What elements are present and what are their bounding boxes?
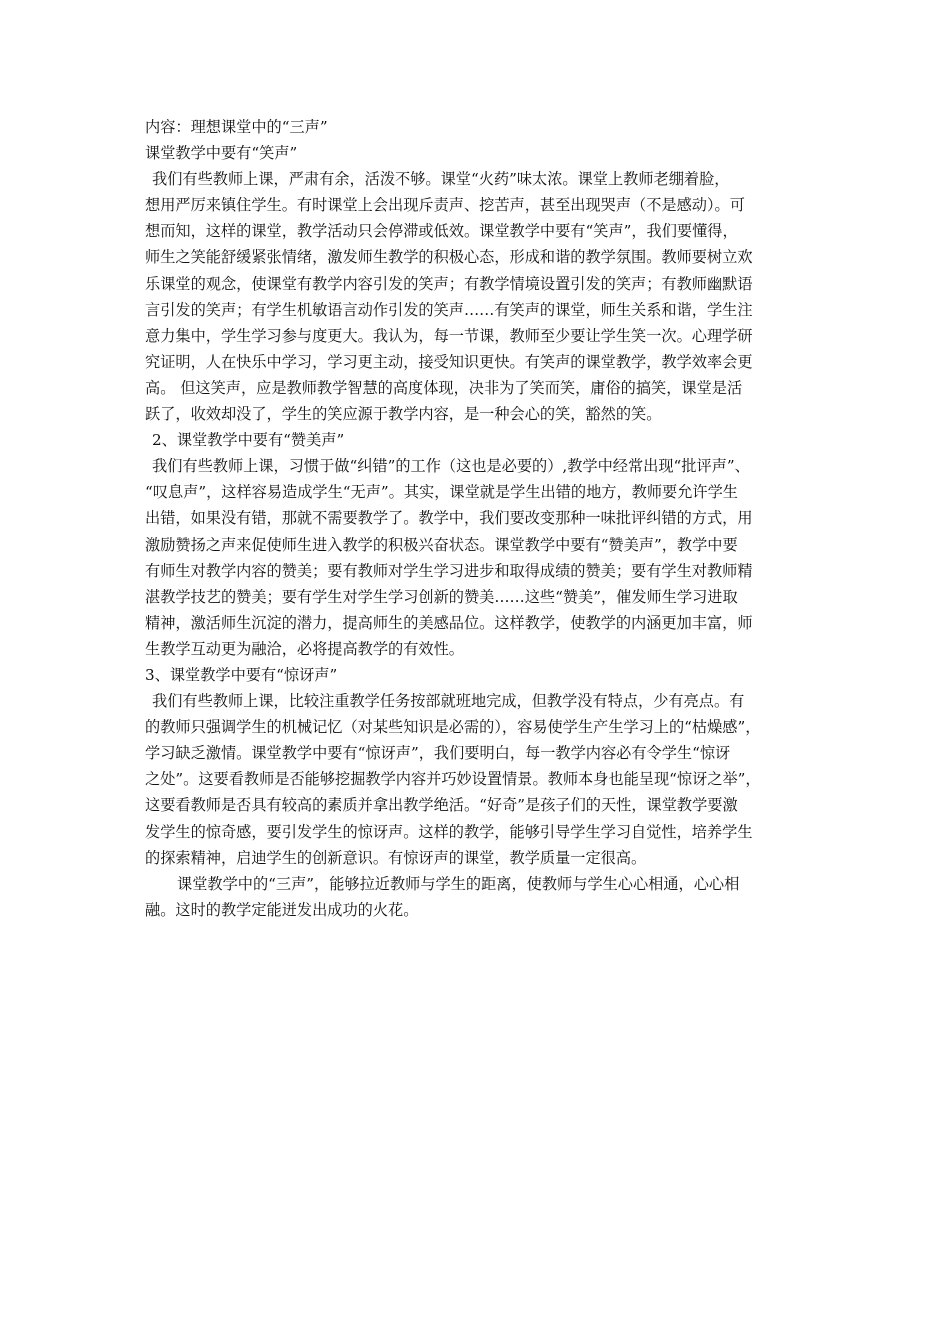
conclusion-line: 融。这时的教学定能迸发出成功的火花。 <box>145 900 419 919</box>
text-line: 想而知，这样的课堂，教学活动只会停滞或低效。课堂教学中要有“笑声”，我们要懂得， <box>145 222 738 241</box>
section-heading-praise: 2、课堂教学中要有“赞美声” <box>152 431 345 450</box>
text-line: 师生之笑能舒缓紧张情绪，激发师生教学的积极心态，形成和谐的教学氛围。教师要树立欢 <box>145 248 753 267</box>
document-title: 内容：理想课堂中的“三声” <box>145 118 328 136</box>
text-line: 发学生的惊奇感，要引发学生的惊讶声。这样的教学，能够引导学生学习自觉性，培养学生 <box>145 822 753 841</box>
text-line: 言引发的笑声；有学生机敏语言动作引发的笑声……有笑声的课堂，师生关系和谐，学生注 <box>145 300 753 319</box>
text-line: 跃了，收效却没了，学生的笑应源于教学内容，是一种会心的笑，豁然的笑。 <box>145 405 662 424</box>
text-line: 的教师只强调学生的机械记忆（对某些知识是必需的），容易使学生产生学习上的“枯燥感”， <box>145 718 761 737</box>
text-line: 意力集中，学生学习参与度更大。我认为，每一节课，教师至少要让学生笑一次。心理学研 <box>145 326 753 345</box>
text-line: 我们有些教师上课，严肃有余，活泼不够。课堂“火药”味太浓。课堂上教师老绷着脸， <box>152 170 730 189</box>
section-heading-surprise: 3、课堂教学中要有“惊讶声” <box>145 665 338 684</box>
text-line: 有师生对教学内容的赞美；要有教师对学生学习进步和取得成绩的赞美；要有学生对教师精 <box>145 561 753 580</box>
text-line: 这要看教师是否具有较高的素质并拿出教学绝活。“好奇”是孩子们的天性，课堂教学要激 <box>145 796 738 815</box>
text-line: 我们有些教师上课，比较注重教学任务按部就班地完成，但教学没有特点，少有亮点。有 <box>152 692 745 711</box>
text-line: 激励赞扬之声来促使师生进入教学的积极兴奋状态。课堂教学中要有“赞美声”，教学中要 <box>145 535 738 554</box>
text-line: 想用严厉来镇住学生。有时课堂上会出现斥责声、挖苦声，甚至出现哭声（不是感动）。可 <box>145 196 745 215</box>
text-line: 湛教学技艺的赞美；要有学生对学生学习创新的赞美……这些“赞美”，催发师生学习进取 <box>145 587 738 606</box>
text-line: 究证明，人在快乐中学习，学习更主动，接受知识更快。有笑声的课堂教学，教学效率会更 <box>145 352 753 371</box>
text-line: 生教学互动更为融洽，必将提高教学的有效性。 <box>145 639 464 658</box>
text-line: 我们有些教师上课，习惯于做“纠错”的工作（这也是必要的）,教学中经常出现“批评声”、 <box>152 457 750 476</box>
text-line: “叹息声”，这样容易造成学生“无声”。其实，课堂就是学生出错的地方，教师要允许学生 <box>145 483 738 502</box>
text-line: 出错，如果没有错，那就不需要教学了。教学中，我们要改变那种一味批评纠错的方式，用 <box>145 509 753 528</box>
section-heading-laughter: 课堂教学中要有“笑声” <box>145 144 298 163</box>
document-body <box>145 114 811 923</box>
text-line: 乐课堂的观念，使课堂有教学内容引发的笑声；有教学情境设置引发的笑声；有教师幽默语 <box>145 274 753 293</box>
conclusion-line: 课堂教学中的“三声”，能够拉近教师与学生的距离，使教师与学生心心相通，心心相 <box>177 874 740 893</box>
text-line: 高。 但这笑声，应是教师教学智慧的高度体现，决非为了笑而笑，庸俗的搞笑，课堂是活 <box>145 378 743 397</box>
text-line: 学习缺乏激情。课堂教学中要有“惊讶声”，我们要明白，每一教学内容必有令学生“惊讶 <box>145 744 731 763</box>
text-line: 之处”。这要看教师是否能够挖掘教学内容并巧妙设置情景。教师本身也能呈现“惊讶之举”， <box>145 770 761 789</box>
text-line: 的探索精神，启迪学生的创新意识。有惊讶声的课堂，教学质量一定很高。 <box>145 848 647 867</box>
text-line: 精神，激活师生沉淀的潜力，提高师生的美感品位。这样教学，使教学的内涵更加丰富，师 <box>145 613 753 632</box>
